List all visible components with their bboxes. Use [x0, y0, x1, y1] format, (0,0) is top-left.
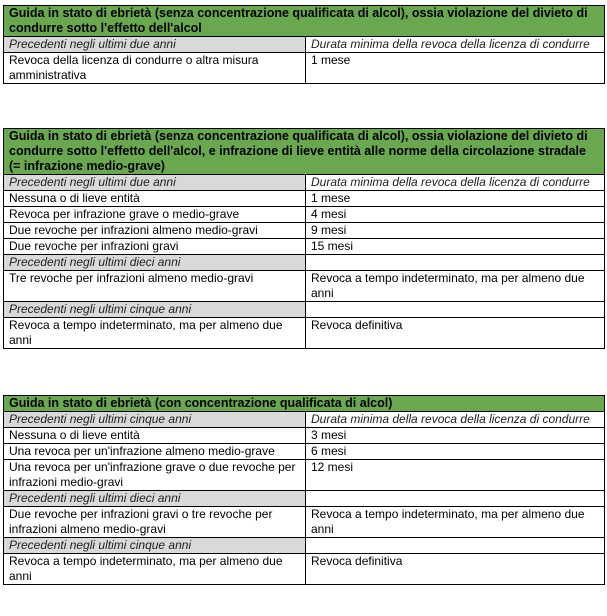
- section-header-row: [4, 302, 605, 318]
- row-duration: Revoca a tempo indeterminato, ma per almeno due anni: [306, 507, 605, 538]
- row-precedent: Due revoche per infrazioni gravi: [4, 239, 306, 255]
- column-header-row: [4, 412, 605, 428]
- table-row: [4, 318, 605, 349]
- section-header-row: [4, 538, 605, 554]
- table-title-row: [4, 6, 605, 37]
- row-precedent: Revoca a tempo indeterminato, ma per almeno due anni: [4, 554, 306, 585]
- row-duration: Revoca definitiva: [306, 318, 605, 349]
- row-duration: 6 mesi: [306, 444, 605, 460]
- section-header-empty: [306, 491, 605, 507]
- table-row: [4, 223, 605, 239]
- table-row: [4, 53, 605, 84]
- section-header-ten-years: Precedenti negli ultimi dieci anni: [4, 491, 306, 507]
- column-header-duration: Durata minima della revoca della licenza di condurre: [306, 175, 605, 191]
- table-row: [4, 460, 605, 491]
- section-header-empty: [306, 302, 605, 318]
- table-drunk-driving-qualified: [3, 395, 605, 585]
- table-row: [4, 239, 605, 255]
- table-row: [4, 428, 605, 444]
- column-header-row: [4, 175, 605, 191]
- row-duration: 1 mese: [306, 191, 605, 207]
- section-header-five-years: Precedenti negli ultimi cinque anni: [4, 538, 306, 554]
- column-header-duration: Durata minima della revoca della licenza di condurre: [306, 37, 605, 53]
- section-header-five-years: Precedenti negli ultimi cinque anni: [4, 302, 306, 318]
- table-row: [4, 554, 605, 585]
- section-header-row: [4, 255, 605, 271]
- table-title-row: [4, 129, 605, 175]
- table-title: Guida in stato di ebrietà (senza concentrazione qualificata di alcol), ossia violazione del divieto di condurre sotto l'effetto dell'alcol: [4, 6, 605, 37]
- row-precedent: Revoca della licenza di condurre o altra misura amministrativa: [4, 53, 306, 84]
- row-duration: 1 mese: [306, 53, 605, 84]
- column-header-row: [4, 37, 605, 53]
- table-drunk-driving-with-infraction: [3, 128, 605, 349]
- table-title: Guida in stato di ebrietà (con concentrazione qualificata di alcol): [4, 396, 605, 412]
- row-precedent: Una revoca per un'infrazione grave o due revoche per infrazioni medio-gravi: [4, 460, 306, 491]
- row-precedent: Una revoca per un'infrazione almeno medio-grave: [4, 444, 306, 460]
- table-row: [4, 507, 605, 538]
- row-duration: 3 mesi: [306, 428, 605, 444]
- table-row: [4, 444, 605, 460]
- column-header-duration: Durata minima della revoca della licenza di condurre: [306, 412, 605, 428]
- table-drunk-driving-basic: [3, 5, 605, 84]
- row-precedent: Nessuna o di lieve entità: [4, 191, 306, 207]
- column-header-precedents: Precedenti negli ultimi due anni: [4, 37, 306, 53]
- table-title: Guida in stato di ebrietà (senza concentrazione qualificata di alcol), ossia violazione del divieto di condurre sotto l'effetto dell'alcol, e infrazione di lieve entità alle norme della circolazione stradale (= infrazione medio-grave): [4, 129, 605, 175]
- row-precedent: Nessuna o di lieve entità: [4, 428, 306, 444]
- row-duration: 4 mesi: [306, 207, 605, 223]
- row-precedent: Due revoche per infrazioni almeno medio-gravi: [4, 223, 306, 239]
- column-header-precedents: Precedenti negli ultimi due anni: [4, 175, 306, 191]
- table-title-row: [4, 396, 605, 412]
- row-duration: Revoca a tempo indeterminato, ma per almeno due anni: [306, 271, 605, 302]
- section-header-ten-years: Precedenti negli ultimi dieci anni: [4, 255, 306, 271]
- row-duration: 15 mesi: [306, 239, 605, 255]
- section-header-row: [4, 491, 605, 507]
- row-precedent: Tre revoche per infrazioni almeno medio-gravi: [4, 271, 306, 302]
- row-precedent: Revoca per infrazione grave o medio-grave: [4, 207, 306, 223]
- row-duration: Revoca definitiva: [306, 554, 605, 585]
- column-header-precedents: Precedenti negli ultimi cinque anni: [4, 412, 306, 428]
- row-precedent: Revoca a tempo indeterminato, ma per almeno due anni: [4, 318, 306, 349]
- table-row: [4, 271, 605, 302]
- row-duration: 9 mesi: [306, 223, 605, 239]
- table-row: [4, 191, 605, 207]
- section-header-empty: [306, 538, 605, 554]
- row-duration: 12 mesi: [306, 460, 605, 491]
- section-header-empty: [306, 255, 605, 271]
- row-precedent: Due revoche per infrazioni gravi o tre revoche per infrazioni almeno medio-gravi: [4, 507, 306, 538]
- table-row: [4, 207, 605, 223]
